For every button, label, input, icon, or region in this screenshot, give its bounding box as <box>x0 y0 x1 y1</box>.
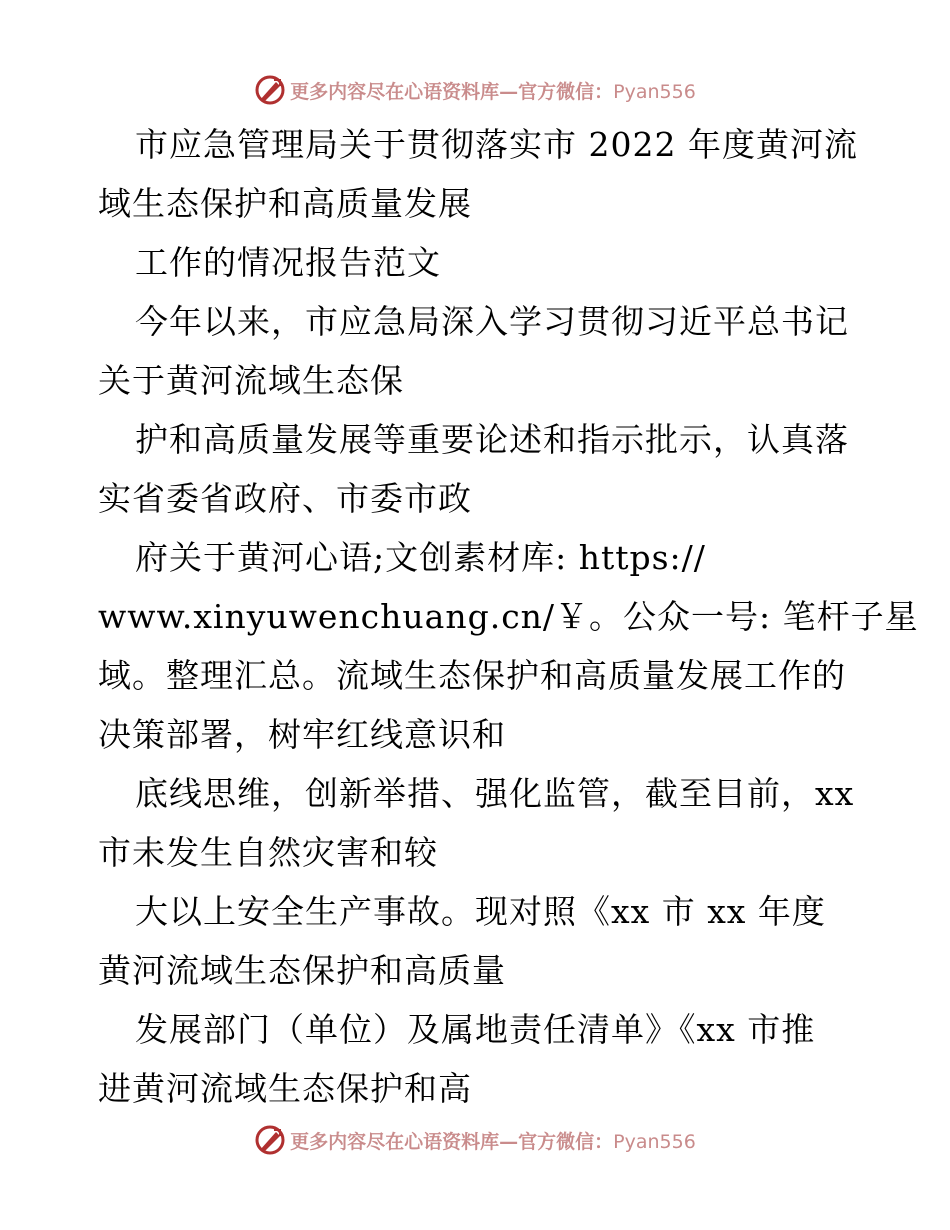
body-line: 域生态保护和高质量发展 <box>98 184 472 223</box>
body-line: 护和高质量发展等重要论述和指示批示，认真落 <box>135 420 849 459</box>
body-line: 实省委省政府、市委市政 <box>98 479 472 518</box>
body-line: 发展部门（单位）及属地责任清单》《xx 市推 <box>135 1010 816 1049</box>
pen-logo-icon <box>254 1124 286 1156</box>
body-line: 底线思维，创新举措、强化监管，截至目前，xx <box>135 774 855 813</box>
body-line: 黄河流域生态保护和高质量 <box>98 951 506 990</box>
body-line: 关于黄河流域生态保 <box>98 361 404 400</box>
pen-logo-icon <box>254 74 286 106</box>
body-line: 域。整理汇总。流域生态保护和高质量发展工作的 <box>98 656 846 695</box>
body-line: 今年以来，市应急局深入学习贯彻习近平总书记 <box>135 302 849 341</box>
body-line: 府关于黄河心语;文创素材库: https:// <box>135 538 706 577</box>
body-line: 市应急管理局关于贯彻落实市 2022 年度黄河流 <box>135 125 858 164</box>
body-line: 工作的情况报告范文 <box>135 243 441 282</box>
body-line: www.xinyuwenchuang.cn/￥。公众一号: 笔杆子星 <box>98 597 919 636</box>
footer-watermark <box>0 1120 950 1160</box>
watermark-text: 更多内容尽在心语资料库—官方微信：Pyan556 <box>290 1130 696 1153</box>
body-line: 进黄河流域生态保护和高 <box>98 1069 472 1108</box>
body-line: 大以上安全生产事故。现对照《xx 市 xx 年度 <box>135 892 826 931</box>
watermark-text: 更多内容尽在心语资料库—官方微信：Pyan556 <box>290 80 696 103</box>
body-line: 决策部署，树牢红线意识和 <box>98 715 506 754</box>
body-line: 市未发生自然灾害和较 <box>98 833 438 872</box>
header-watermark <box>0 70 950 110</box>
